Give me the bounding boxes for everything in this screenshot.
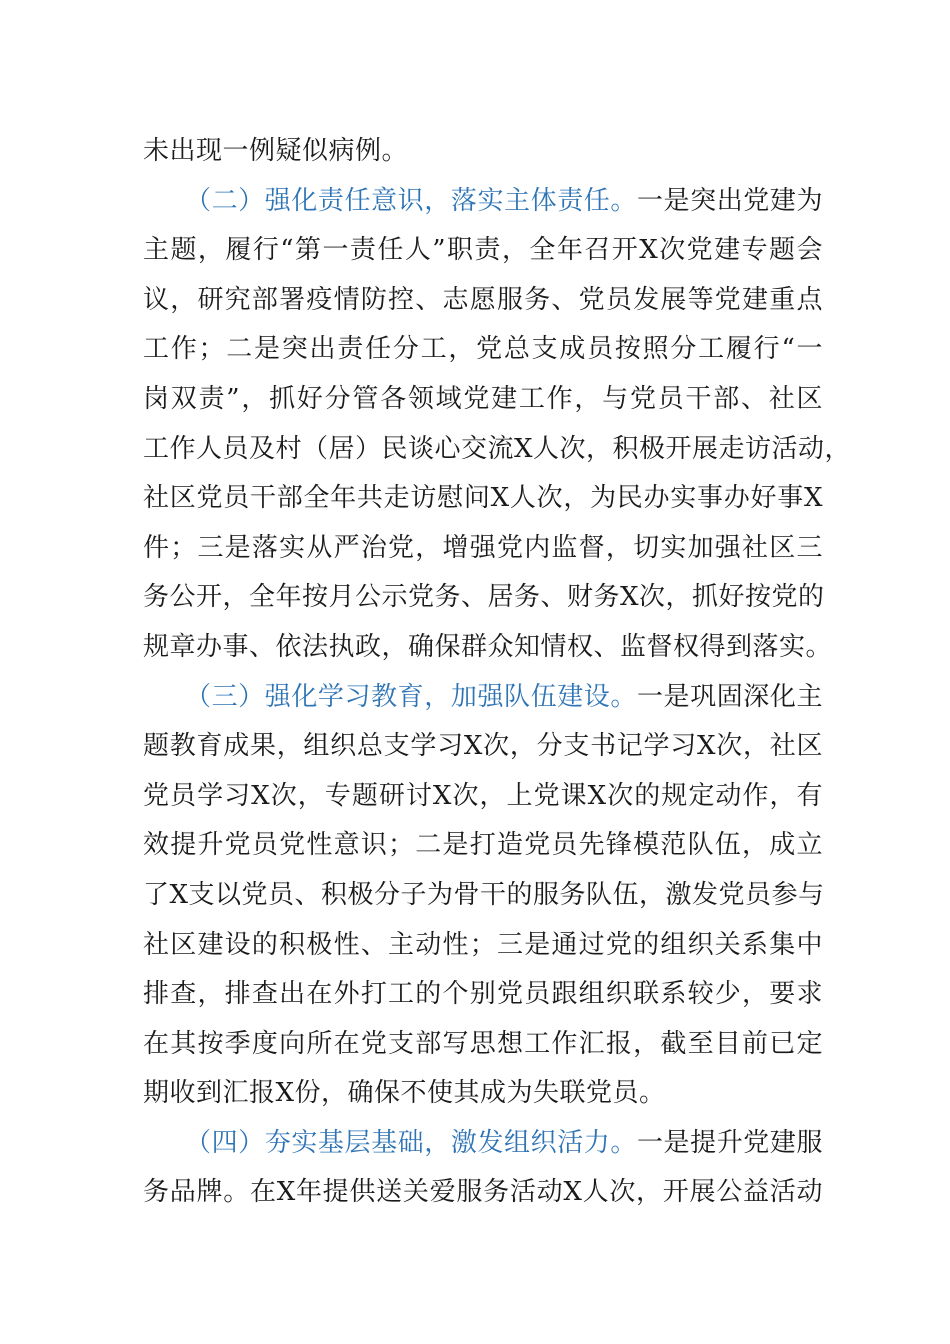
line-text: 效提升党员党性意识；二是打造党员先锋模范队伍，成立	[143, 830, 823, 861]
text-line	[143, 1069, 823, 1119]
line-text: 务品牌。在X年提供送关爱服务活动X人次，开展公益活动	[143, 1177, 823, 1208]
line-text: 一是巩固深化主	[636, 681, 823, 712]
line-text: 工作；二是突出责任分工，党总支成员按照分工履行“一	[143, 334, 823, 365]
section-heading: （二）强化责任意识，落实主体责任。	[185, 185, 637, 216]
section-heading-line	[143, 1119, 823, 1169]
text-line	[143, 821, 823, 871]
text-line	[143, 127, 823, 177]
line-text: 社区党员干部全年共走访慰问X人次，为民办实事办好事X	[143, 483, 823, 514]
text-line	[143, 871, 823, 921]
text-line	[143, 474, 823, 524]
text-line	[143, 375, 823, 425]
text-line	[143, 524, 823, 574]
line-text: 题教育成果，组织总支学习X次，分支书记学习X次，社区	[143, 731, 823, 762]
text-line	[143, 1168, 823, 1218]
line-text: 在其按季度向所在党支部写思想工作汇报，截至目前已定	[143, 1028, 823, 1059]
line-text: 了X支以党员、积极分子为骨干的服务队伍，激发党员参与	[143, 879, 825, 910]
document-body	[143, 127, 852, 1218]
text-line	[143, 573, 823, 623]
text-line	[143, 722, 823, 772]
line-text: 主题，履行“第一责任人”职责，全年召开X次党建专题会	[143, 235, 823, 266]
section-heading: （四）夯实基层基础，激发组织活力。	[185, 1127, 637, 1158]
section-heading: （三）强化学习教育，加强队伍建设。	[185, 681, 637, 712]
text-line	[143, 276, 823, 326]
line-text: 务公开，全年按月公示党务、居务、财务X次，抓好按党的	[143, 582, 825, 613]
line-text: 件；三是落实从严治党，增强党内监督，切实加强社区三	[143, 532, 823, 563]
line-text: 党员学习X次，专题研讨X次，上党课X次的规定动作，有	[143, 780, 823, 811]
line-text: 期收到汇报X份，确保不使其成为失联党员。	[143, 1078, 666, 1109]
line-text: 规章办事、依法执政，确保群众知情权、监督权得到落实。	[143, 631, 833, 662]
line-text: 一是突出党建为	[636, 185, 823, 216]
line-text: 一是提升党建服	[636, 1127, 823, 1158]
text-line	[143, 226, 823, 276]
section-heading-line	[143, 177, 823, 227]
line-text: 未出现一例疑似病例。	[143, 136, 409, 166]
line-text: 工作人员及村（居）民谈心交流X人次，积极开展走访活动，	[143, 433, 852, 464]
text-line	[143, 1020, 823, 1070]
text-line	[143, 970, 823, 1020]
text-line	[143, 325, 823, 375]
text-line	[143, 623, 833, 673]
line-text: 社区建设的积极性、主动性；三是通过党的组织关系集中	[143, 929, 823, 960]
section-heading-line	[143, 673, 823, 723]
line-text: 议，研究部署疫情防控、志愿服务、党员发展等党建重点	[143, 284, 823, 315]
text-line	[143, 772, 823, 822]
line-text: 岗双责”，抓好分管各领域党建工作，与党员干部、社区	[143, 383, 823, 414]
line-text: 排查，排查出在外打工的个别党员跟组织联系较少，要求	[143, 979, 823, 1010]
text-line	[143, 921, 823, 971]
text-line	[143, 425, 852, 475]
